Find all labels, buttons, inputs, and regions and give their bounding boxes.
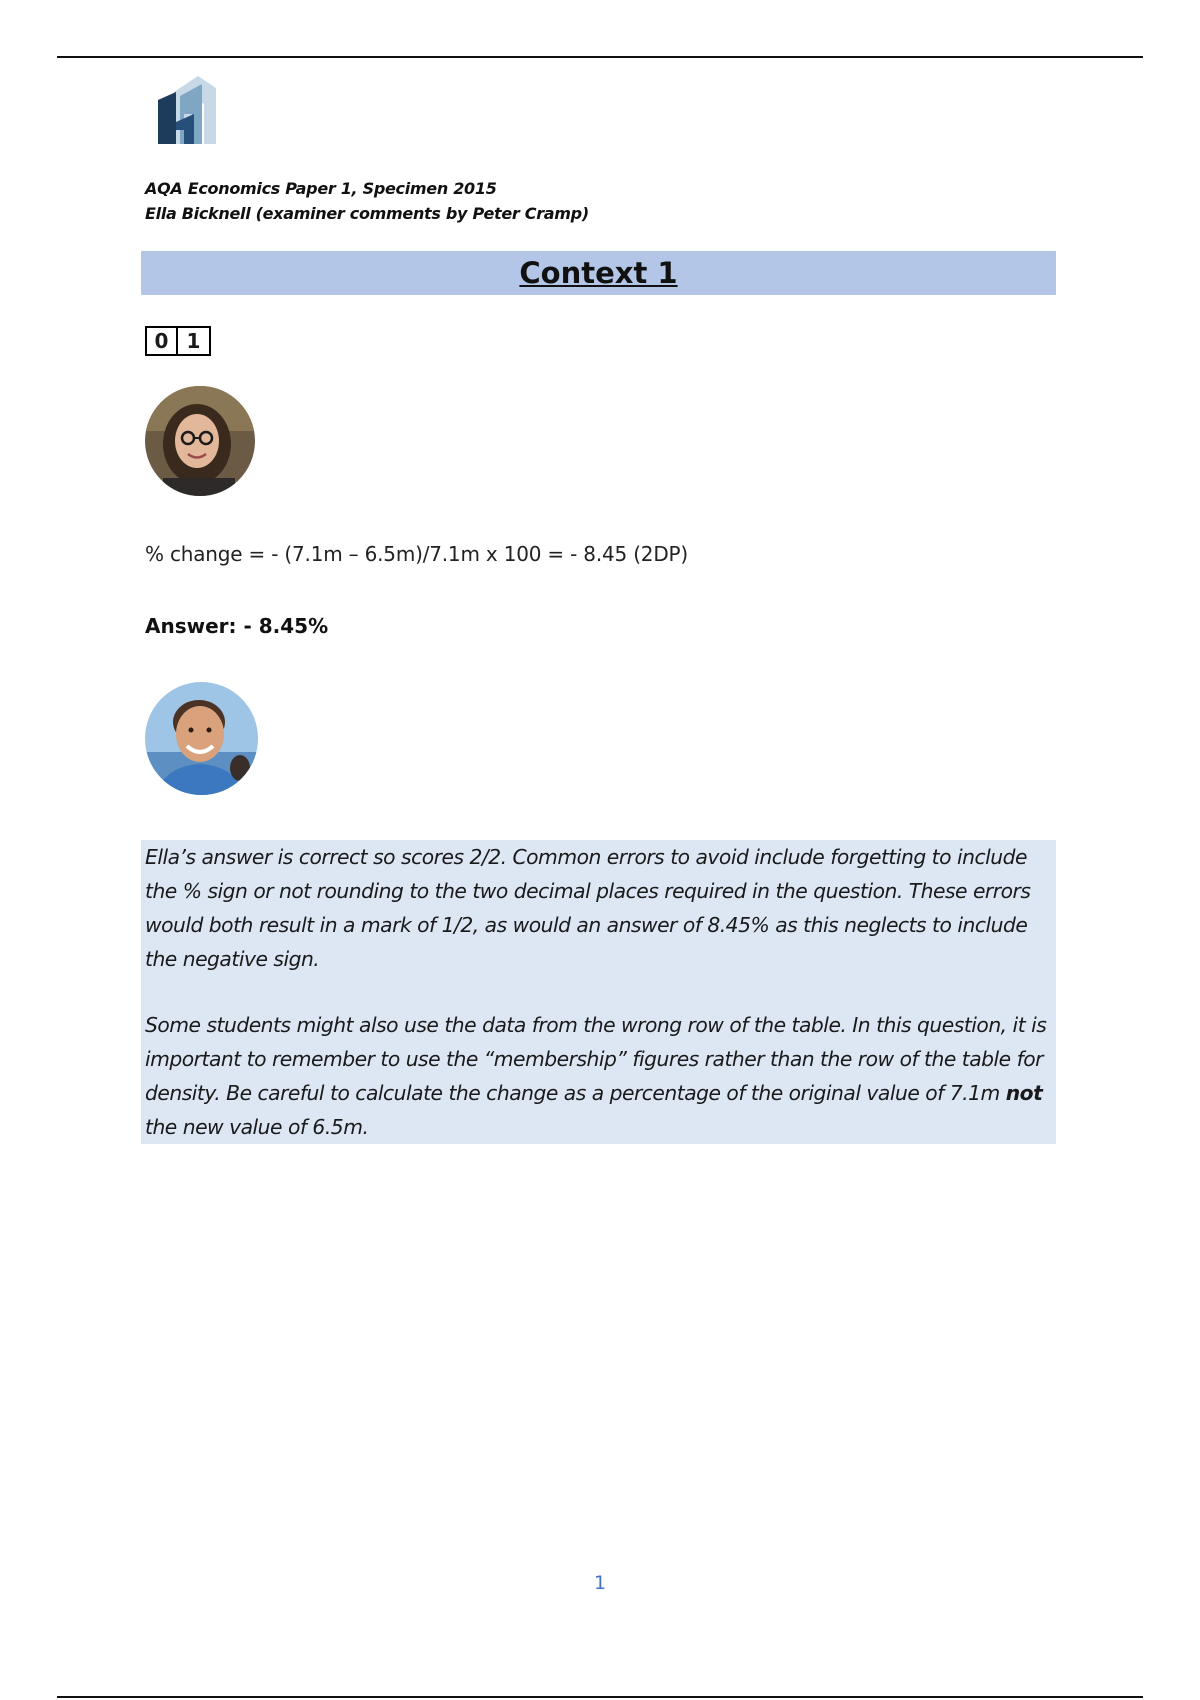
question-number-box <box>145 326 211 356</box>
author-line: Ella Bicknell (examiner comments by Peter Cramp) <box>145 204 589 223</box>
student-avatar <box>145 386 255 496</box>
paper-title: AQA Economics Paper 1, Specimen 2015 <box>145 179 497 198</box>
comment-text: the new value of 6.5m. <box>145 1115 369 1139</box>
section-title: Context 1 <box>519 256 678 290</box>
student-working: % change = - (7.1m – 6.5m)/7.1m x 100 = - 8.45 (2DP) <box>145 542 688 566</box>
comment-emphasis: not <box>1005 1081 1043 1105</box>
examiner-comment-box <box>141 840 1056 1144</box>
student-answer: Answer: - 8.45% <box>145 614 329 638</box>
comment-text: Some students might also use the data from the wrong row of the table. In this question, it is important to remember to use the “membership” figures rather than the row of the table for density. Be careful to calculate the change as a percentage of the original value of 7.1m <box>145 1013 1047 1105</box>
bottom-rule <box>57 1696 1143 1698</box>
question-number-digit: 0 <box>145 326 178 356</box>
examiner-avatar <box>145 682 258 795</box>
question-number-digit: 1 <box>178 326 211 356</box>
examiner-comment-paragraph <box>145 1008 1055 1144</box>
building-logo-icon <box>154 74 218 150</box>
document-header <box>145 176 589 226</box>
section-title-bar <box>141 251 1056 295</box>
examiner-comment-paragraph: Ella’s answer is correct so scores 2/2. Common errors to avoid include forgetting to include the % sign or not rounding to the two decimal places required in the question. These errors would both result in a mark of 1/2, as would an answer of 8.45% as this neglects to include the negative sign. <box>145 845 1031 971</box>
page-number: 1 <box>593 1572 607 1594</box>
top-rule <box>57 56 1143 58</box>
